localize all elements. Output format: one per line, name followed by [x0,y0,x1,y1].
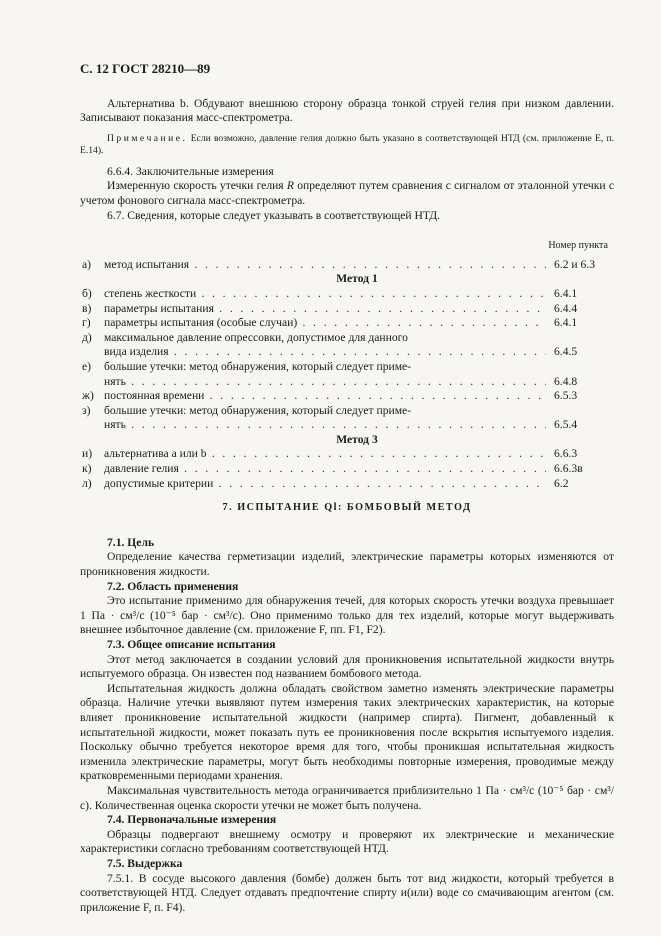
section-7-5-1-text: 7.5.1. В сосуде высокого давления (бомбе) должен быть тот вид жидкости, который требуется в соответствующей НТД. Следует отдавать предпочтение спирту и(или) воде со смачивающим агентом (см. приложение F, п. F4). [80,871,614,914]
toc-letter: г) [82,316,91,330]
note [80,133,614,158]
toc-letter: и) [82,447,93,461]
toc-number: 6.2 и 6.3 [554,257,595,271]
toc-row [80,389,614,404]
toc-letter: к) [82,462,92,476]
section-6-6-4-text [80,179,614,208]
symbol-r: R [286,179,294,193]
toc-text: степень жесткости . . . [104,287,546,302]
toc-text: нять . . . [104,375,546,390]
section-6-7: 6.7. Сведения, которые следует указывать в соответствующей НТД. [107,208,441,222]
document-page [80,62,614,915]
section-6-6-4-title: 6.6.4. Заключительные измерения [107,164,274,178]
paragraph-alternative-b: Альтернатива b. Обдувают внешнюю сторону образца тонкой струей гелия при низком давлении. Записывают показания масс-спектрометра. [80,96,614,125]
toc-text: большие утечки: метод обнаружения, который следует приме- [104,359,412,373]
section-7-4-title: 7.4. Первоначальные измерения [107,813,277,827]
toc-letter: ж) [82,389,94,403]
toc-text: альтернатива а или b . . . [104,447,546,462]
toc-method-1-heading: Метод 1 [336,272,378,286]
page-header: С. 12 ГОСТ 28210—89 [80,61,211,76]
section-7-3-paragraph-2: Испытательная жидкость должна обладать свойством заметно изменять электрические параметры образца. Наличие утечки выявляют путем измерения таких электрических характеристик, на которые влияет проникновение испытательной жидкости (например спирта). Пигмент, добавленный к испытательной жидкости, может показать путь ее проникновения после вскрытия испытуемого изделия. Поскольку обычно требуется некоторое время для того, чтобы проникшая испытательная жидкость изменила электрические параметры, могут быть необходимы повторные измерения, проводимые между кратковременными периодами хранения. [80,681,614,783]
toc-number: 6.4.4 [554,301,578,315]
section-7-5-title: 7.5. Выдержка [107,856,183,870]
toc-letter: в) [82,301,92,315]
toc-row [80,258,614,273]
toc-text: параметры испытания . . . [104,302,546,317]
toc-text: допустимые критерии . . . [104,477,546,492]
toc-row [80,331,614,346]
toc-row [80,287,614,302]
toc-number: 6.4.8 [554,374,578,388]
toc-row [80,302,614,317]
toc-text: максимальное давление опрессовки, допустимое для данного [104,330,408,344]
note-label: Примечание. [107,132,188,144]
toc-row [80,316,614,331]
toc-letter: з) [82,403,91,417]
toc-text: давление гелия . . . [104,462,546,477]
toc-text: постоянная времени . . . [104,389,546,404]
toc-column-header: Номер пункта [548,240,608,252]
section-7-2-title: 7.2. Область применения [107,579,239,593]
toc-text: вида изделия . . . [104,345,546,360]
toc-row [80,462,614,477]
toc-method-3-heading: Метод 3 [336,432,378,446]
toc-text: параметры испытания (особые случаи) . . . [104,316,546,331]
toc-number: 6.6.3 [554,447,578,461]
toc-number: 6.4.1 [554,316,578,330]
section-6-6-4-text-a: Измеренную скорость утечки гелия [107,179,287,193]
toc-number: 6.4.5 [554,345,578,359]
toc-row [80,447,614,462]
toc-text: большие утечки: метод обнаружения, который следует приме- [104,403,412,417]
section-7-heading: 7. ИСПЫТАНИЕ Ql: БОМБОВЫЙ МЕТОД [222,502,472,514]
section-7-3-title: 7.3. Общее описание испытания [107,638,276,651]
toc-letter: д) [82,330,92,344]
toc-letter: е) [82,359,92,373]
section-7-1-text: Определение качества герметизации изделий, электрические параметры которых изменяются от проникновения жидкости. [80,550,614,579]
toc-row [80,477,614,492]
section-7-2-text: Это испытание применимо для обнаружения течей, для которых скорость утечки воздуха превышает 1 Па · см³/с (10⁻⁵ бар · см³/с). Оно применимо только для тех изделий, которые могут выдерживать внешнее избыточное давление (см. приложение F, пп. F1, F2). [80,594,614,637]
toc-number: 6.6.3в [554,462,583,476]
section-7-1-title: 7.1. Цель [107,535,155,549]
toc-row [80,375,614,390]
toc-row [80,418,614,433]
toc-letter: б) [82,286,92,300]
toc-row [80,404,614,419]
note-text: Если возможно, давление гелия должно быть указано в соответствующей НТД (см. приложение E, п. E.14). [80,132,614,157]
toc-number: 6.5.4 [554,418,578,432]
toc-text: метод испытания . . . [104,258,546,273]
section-7-3-paragraph-1: Этот метод заключается в создании условий для проникновения испытательной жидкости внутрь испытуемого образца. Он известен под названием бомбового метода. [80,652,614,681]
toc-row [80,360,614,375]
section-7-3-paragraph-3: Максимальная чувствительность метода ограничивается приблизительно 1 Па · см³/с (10⁻⁵ бар · см³/с). Количественная оценка скорости утечки не может быть получена. [80,783,614,812]
toc-letter: л) [82,476,92,490]
toc-row [80,345,614,360]
toc-number: 6.2 [554,476,569,490]
toc-number: 6.4.1 [554,286,578,300]
toc-text: нять . . . [104,418,546,433]
toc-number: 6.5.3 [554,389,578,403]
section-7-4-text: Образцы подвергают внешнему осмотру и проверяют их электрические и механические характеристики согласно требованиям соответствующей НТД. [80,827,614,856]
toc-letter: а) [82,257,92,271]
section-6-6-4-text-b: определяют путем сравнения с сигналом от эталонной утечки с учетом фонового сигнала масс-спектрометра. [80,179,614,207]
